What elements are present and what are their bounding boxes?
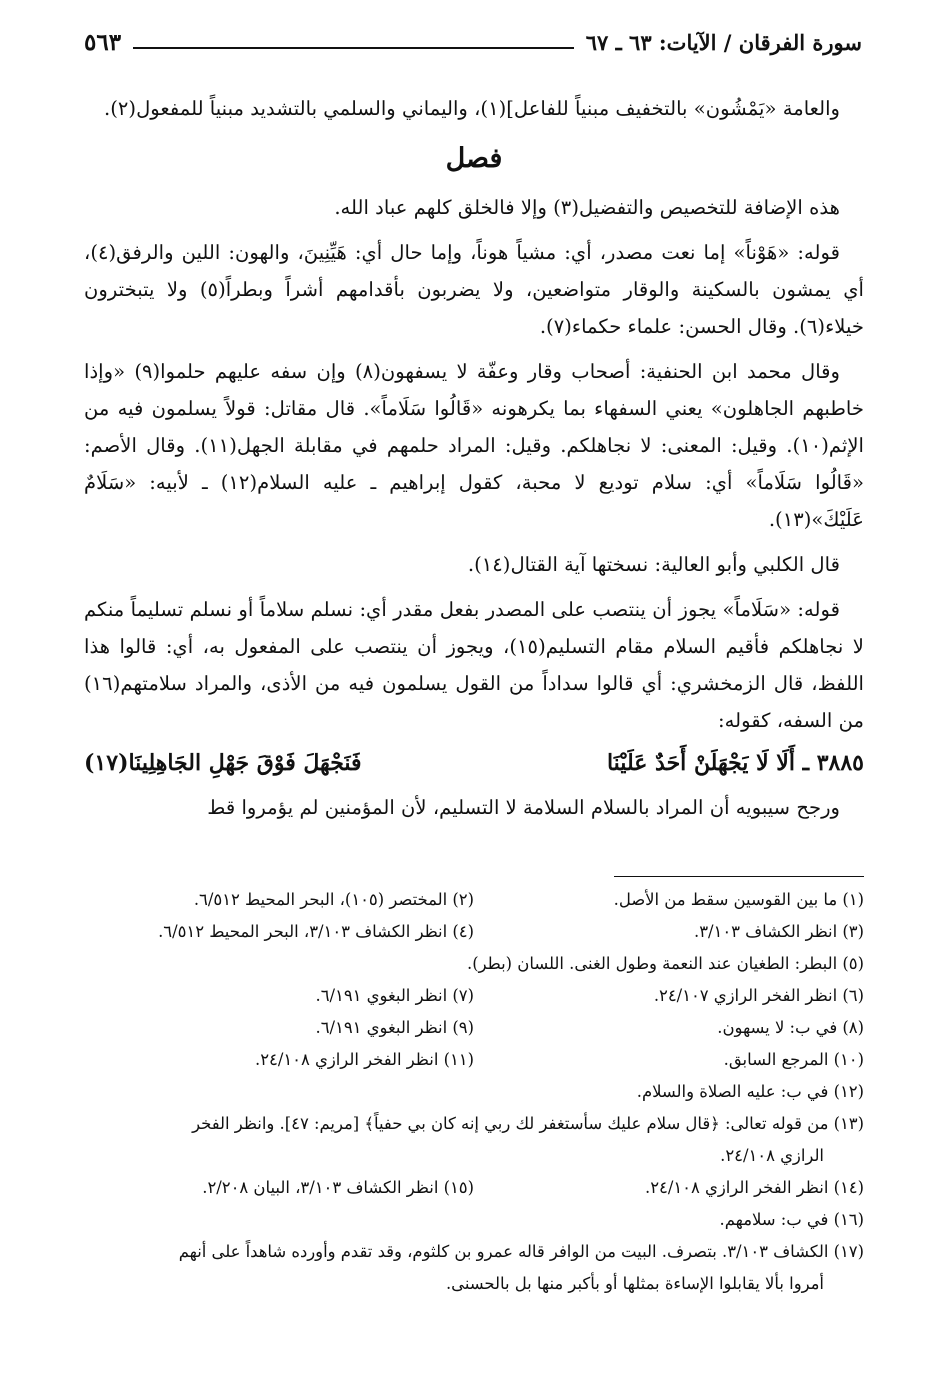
- footnote-17: (١٧) الكشاف ٣/١٠٣. بتصرف. البيت من الوافر قاله عمرو بن كلثوم، وقد تقدم وأورده شاهداً على أنهم: [178, 1242, 864, 1261]
- footnote-9: (٩) انظر البغوي ٦/١٩١.: [315, 1018, 474, 1037]
- footnote-16: (١٦) في ب: سلامهم.: [719, 1210, 864, 1229]
- footnote-5: (٥) البطر: الطغيان عند النعمة وطول الغنى. اللسان (بطر).: [467, 954, 864, 973]
- paragraph-3: قوله: «هَوْناً» إما نعت مصدر، أي: مشياً هوناً، وإما حال أي: هَيِّنِينَ، والهون: اللين والرفق(٤)، أي يمشون بالسكينة والوقار متواضعين، ولا يضربون بأقدامهم أشراً وبطراً(٥) ولا يتبخترون خيلاء(٦). وقال الحسن: علماء حكماء(٧).: [84, 241, 864, 338]
- footnote-row: [84, 1012, 864, 1044]
- paragraph-4: وقال محمد ابن الحنفية: أصحاب وقار وعفّة لا يسفهون(٨) وإن سفه عليهم حلموا(٩) «وإذا خاطبهم الجاهلون» يعني السفهاء بما يكرهونه «قَالُوا سَلَاماً». قال مقاتل: قولاً يسلمون فيه من الإثم(١٠). وقيل: المعنى: لا نجاهلكم. وقيل: المراد حلمهم في مقابلة الجهل(١١). وقال الأصم: «قَالُوا سَلَاماً» أي: سلام توديع لا محبة، كقول إبراهيم ـ عليه السلام(١٢) ـ لأبيه: «سَلَامٌ عَلَيْكَ»(١٣).: [84, 360, 865, 531]
- paragraph-6: قوله: «سَلَاماً» يجوز أن ينتصب على المصدر بفعل مقدر أي: نسلم سلاماً أو نسلم تسليماً منكم لا نجاهلكم فأقيم السلام مقام التسليم(١٥)، ويجوز أن ينتصب على المفعول به، أي: قالوا هذا اللفظ، قال الزمخشري: أي قالوا سداداً من القول يسلمون فيه من الأذى، والمراد سلامتهم(١٦) من السفه، كقوله:: [84, 598, 864, 732]
- poem-verse: [84, 743, 864, 783]
- footnote-row: [84, 1140, 864, 1172]
- running-title: سورة الفرقان / الآيات: ٦٣ ـ ٦٧: [585, 29, 862, 55]
- footnote-row: [84, 1044, 864, 1076]
- footnote-separator: [614, 876, 864, 877]
- paragraph-7: ورجح سيبويه أن المراد بالسلام السلامة لا التسليم، لأن المؤمنين لم يؤمروا قط: [207, 796, 840, 819]
- footnote-3: (٣) انظر الكشاف ٣/١٠٣.: [693, 922, 864, 941]
- footnote-13: (١٣) من قوله تعالى: ﴿قال سلام عليك سأستغفر لك ربي إنه كان بي حفياً﴾ [مريم: ٤٧]. وانظر الفخر: [192, 1114, 864, 1133]
- footnote-13-continued: الرازي ٢٤/١٠٨.: [720, 1146, 824, 1165]
- footnote-10: (١٠) المرجع السابق.: [723, 1050, 864, 1069]
- poem-second-hemistich: فَنَجْهَلَ فَوْقَ جَهْلِ الجَاهِلِينَا(١٧): [84, 750, 362, 776]
- footnote-row: [84, 916, 864, 948]
- footnote-15: (١٥) انظر الكشاف ٣/١٠٣، البيان ٢/٢٠٨.: [202, 1178, 474, 1197]
- footnote-row: [84, 948, 864, 980]
- paragraph-5: قال الكلبي وأبو العالية: نسختها آية القتال(١٤).: [467, 553, 840, 576]
- footnote-row: [84, 1108, 864, 1140]
- footnote-4: (٤) انظر الكشاف ٣/١٠٣، البحر المحيط ٦/٥١٢.: [158, 922, 474, 941]
- footnote-1: (١) ما بين القوسين سقط من الأصل.: [613, 890, 864, 909]
- footnote-row: [84, 1236, 864, 1268]
- paragraph-1: والعامة «يَمْشُون» بالتخفيف مبنياً للفاعل](١)، واليماني والسلمي بالتشديد مبنياً للمفعول(٢).: [104, 97, 840, 120]
- footnote-row: [84, 884, 864, 916]
- section-heading: فصل: [445, 143, 503, 174]
- footnote-row: [84, 1204, 864, 1236]
- footnotes: [84, 884, 864, 1300]
- footnote-row: [84, 1076, 864, 1108]
- footnote-7: (٧) انظر البغوي ٦/١٩١.: [315, 986, 474, 1005]
- footnote-row: [84, 1268, 864, 1300]
- footnote-6: (٦) انظر الفخر الرازي ٢٤/١٠٧.: [653, 986, 864, 1005]
- main-text: [84, 90, 864, 826]
- footnote-row: [84, 980, 864, 1012]
- poem-first-hemistich: ٣٨٨٥ ـ أَلَا لَا يَجْهَلَنْ أَحَدٌ عَلَيْنَا: [606, 750, 864, 776]
- footnote-8: (٨) في ب: لا يسهون.: [717, 1018, 864, 1037]
- page-header: [84, 24, 862, 60]
- footnote-12: (١٢) في ب: عليه الصلاة والسلام.: [636, 1082, 864, 1101]
- footnote-14: (١٤) انظر الفخر الرازي ٢٤/١٠٨.: [645, 1178, 864, 1197]
- paragraph-2: هذه الإضافة للتخصيص والتفضيل(٣) وإلا فالخلق كلهم عباد الله.: [334, 196, 840, 219]
- header-rule: [133, 47, 574, 49]
- footnote-11: (١١) انظر الفخر الرازي ٢٤/١٠٨.: [255, 1050, 474, 1069]
- footnote-row: [84, 1172, 864, 1204]
- footnote-2: (٢) المختصر (١٠٥)، البحر المحيط ٦/٥١٢.: [193, 890, 474, 909]
- footnote-17-continued: أمروا بألا يقابلوا الإساءة بمثلها أو بأكبر منها بل بالحسنى.: [445, 1274, 824, 1293]
- page-number: ٥٦٣: [84, 28, 122, 56]
